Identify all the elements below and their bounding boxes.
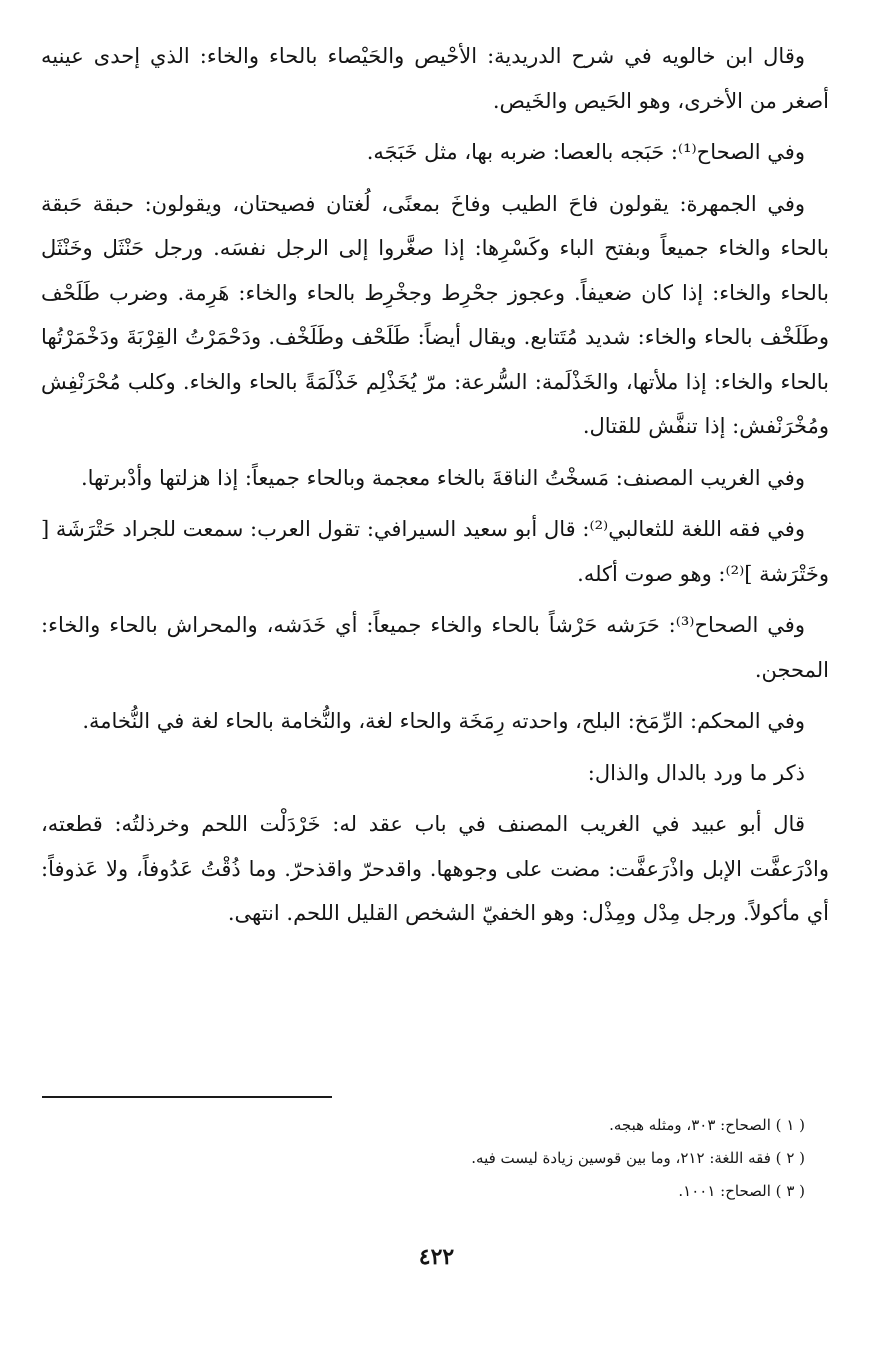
paragraph-1: وقال ابن خالويه في شرح الدريدية: الأحْيص والحَيْصاء بالحاء والخاء: الذي إحدى عينيه أصغر من الأخرى، وهو الحَيص والخَيص. [41, 44, 829, 113]
paragraph-8: قال أبو عبيد في الغريب المصنف في باب عقد له: خَرْدَلْت اللحم وخرذلتُه: قطعته، وادْرَعفَّت الإبل واذْرَعفَّت: مضت على وجوهها. واقدحرّ واقذحرّ. وما ذُقْتُ عَدُوفاً، ولا عَذوفاً: أي مأكولاً. ورجل مِدْل ومِذْل: وهو الخفيّ الشخص القليل اللحم. انتهى. [41, 812, 829, 925]
footnotes [45, 1109, 805, 1208]
page-number: ٤٢٢ [418, 1244, 455, 1270]
footnote-2: ( ٢ ) فقه اللغة: ٢١٢، وما بين قوسين زيادة ليست فيه. [471, 1149, 805, 1167]
footnote-1: ( ١ ) الصحاح: ٣٠٣، ومثله هبجه. [609, 1116, 805, 1134]
footnote-3: ( ٣ ) الصحاح: ١٠٠١. [678, 1182, 805, 1200]
paragraph-4: وفي الغريب المصنف: مَسخْتُ الناقةَ بالخاء معجمة وبالحاء جميعاً: إذا هزلتها وأدْبرتها. [80, 465, 805, 490]
paragraph-7: وفي المحكم: الرِّمَخ: البلح، واحدته رِمَخَة والحاء لغة، والنُّخامة بالحاء لغة في النُّخامة. [82, 709, 805, 733]
paragraph-3: وفي الجمهرة: يقولون فاحَ الطيب وفاخَ بمعنًى، لُغتان فصيحتان، ويقولون: حبقة حَبقة بالحاء والخاء جميعاً وبفتح الباء وكَسْرِها: إذا صغَّروا إلى الرجل نفسَه. ورجل حَنْثَل وخَنْثَل بالحاء والخاء: إذا كان ضعيفاً. وعجوز جحْرِط وجخْرِط بالحاء والخاء: هَرِمة. وضرب طَلَحْف وطَلَخْف بالحاء والخاء: شديد مُتَتابع. ويقال أيضاً: طَلَحْف وطَلَخْف. ودَحْمَرْتُ القِرْبَةَ ودَخْمَرْتُها بالحاء والخاء: إذا ملأتها، والخَذْلَمة: السُّرعة: مرّ يُخَذْلِم خَذْلَمَةً بالحاء والخاء. وكلب مُحْرَنْفِش ومُخْرَنْفش: إذا تنفَّش للقتال. [41, 191, 829, 438]
paragraph-6: وفي الصحاح⁽³⁾: حَرَشه حَرْشاً بالحاء والخاء جميعاً: أي خَدَشه، والمحراش بالحاء والخاء: المحجن. [41, 613, 829, 682]
main-text [41, 34, 829, 943]
paragraph-2: وفي الصحاح⁽¹⁾: حَبَجه بالعصا: ضربه بها، مثل خَبَجَه. [366, 140, 805, 164]
paragraph-5: وفي فقه اللغة للثعالبي⁽²⁾: قال أبو سعيد السيرافي: تقول العرب: سمعت للجراد حَتْرَشَة [ وخَتْرَشة ]⁽²⁾: وهو صوت أكله. [41, 517, 829, 586]
section-heading: ذكر ما ورد بالدال والذال: [587, 760, 805, 785]
footnote-divider [42, 1096, 332, 1098]
